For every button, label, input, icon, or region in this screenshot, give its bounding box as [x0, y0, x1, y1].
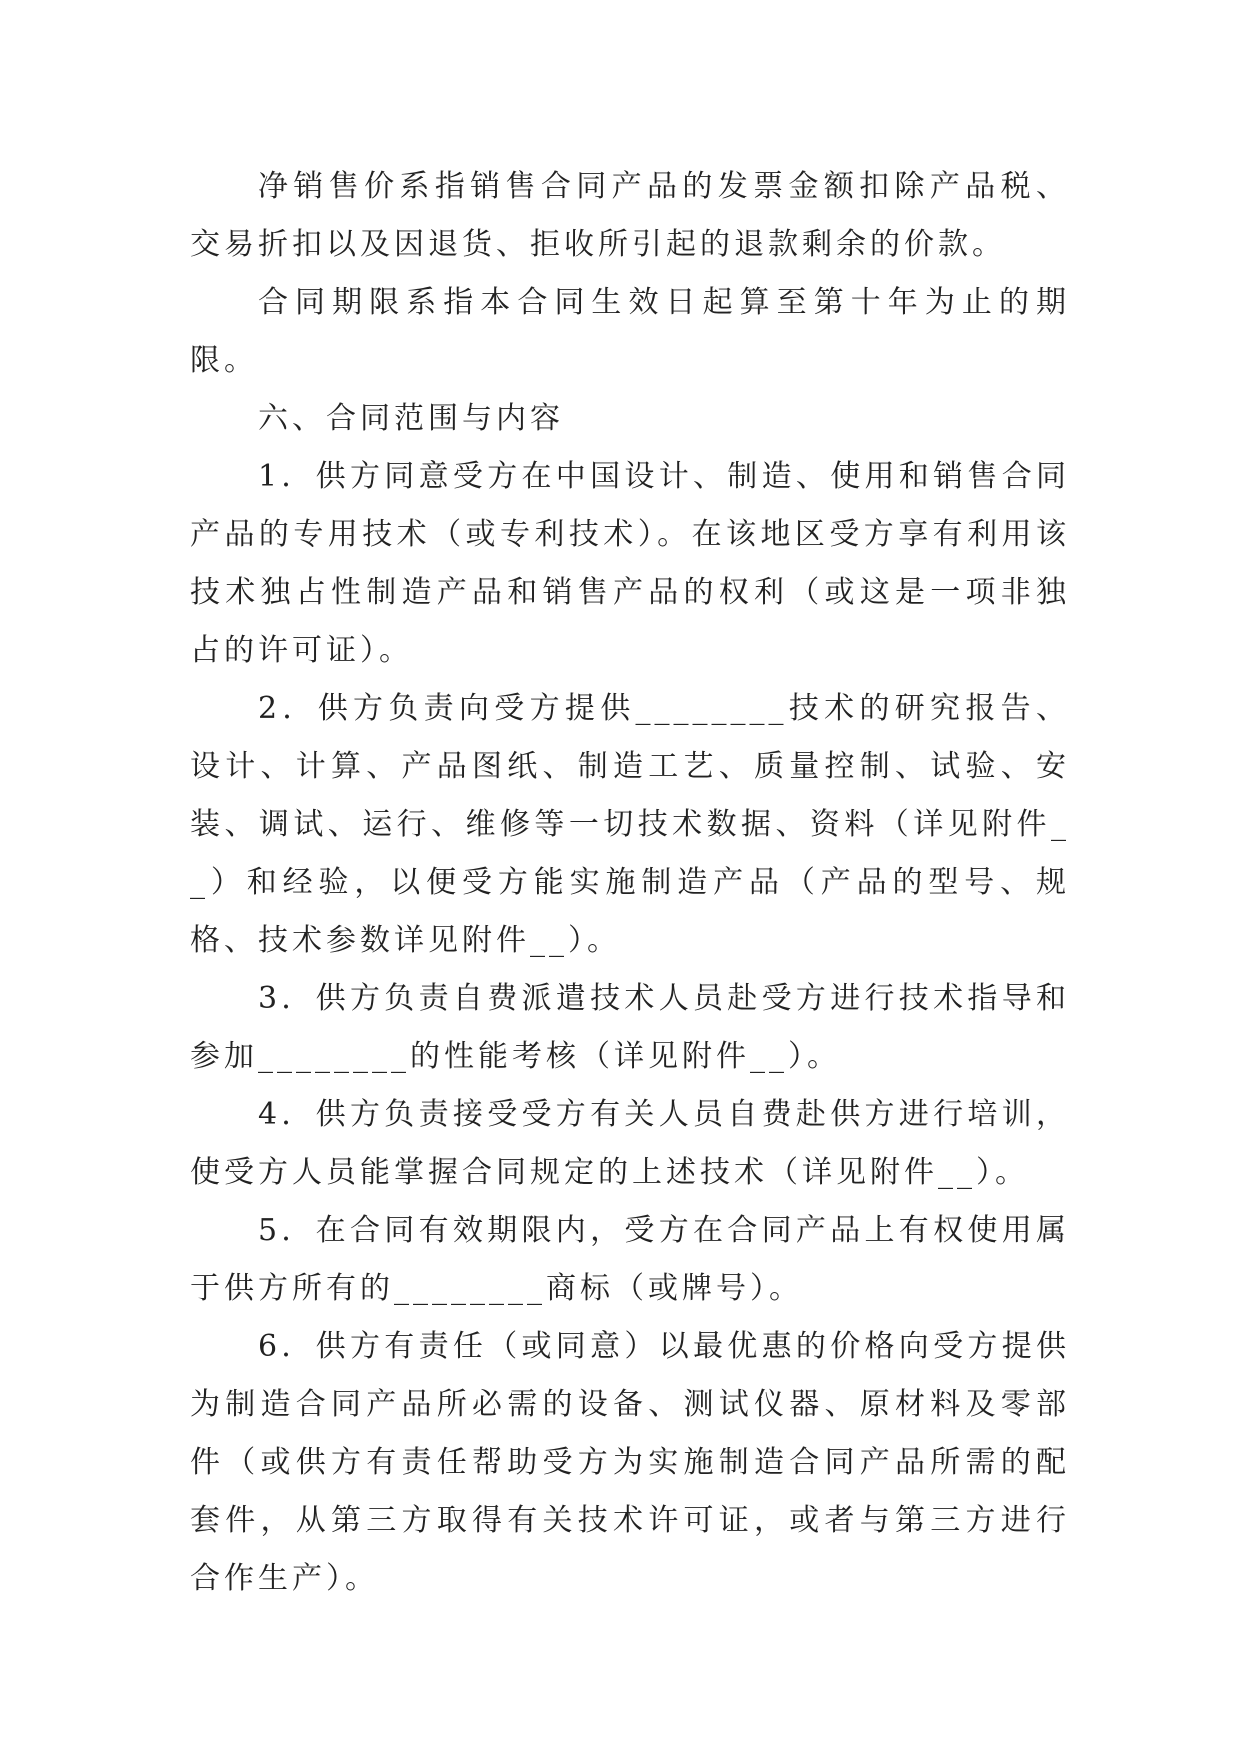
clause-5: 5．在合同有效期限内，受方在合同产品上有权使用属于供方所有的________商标（或牌号）。	[190, 1213, 1070, 1306]
clause-3: 3．供方负责自费派遣技术人员赴受方进行技术指导和参加________的性能考核（详见附件__）。	[190, 981, 1070, 1074]
clause-6: 6．供方有责任（或同意）以最优惠的价格向受方提供为制造合同产品所必需的设备、测试仪器、原材料及零部件（或供方有责任帮助受方为实施制造合同产品所需的配套件，从第三方取得有关技术许可证，或者与第三方进行合作生产）。	[190, 1329, 1070, 1596]
paragraph-contract-term: 合同期限系指本合同生效日起算至第十年为止的期限。	[190, 285, 1070, 378]
paragraph-net-sales-price: 净销售价系指销售合同产品的发票金额扣除产品税、交易折扣以及因退货、拒收所引起的退款剩余的价款。	[190, 169, 1070, 262]
clause-2: 2．供方负责向受方提供________技术的研究报告、设计、计算、产品图纸、制造工艺、质量控制、试验、安装、调试、运行、维修等一切技术数据、资料（详见附件__）和经验，以便受方能实施制造产品（产品的型号、规格、技术参数详见附件__）。	[190, 691, 1070, 958]
clause-1: 1．供方同意受方在中国设计、制造、使用和销售合同产品的专用技术（或专利技术）。在该地区受方享有利用该技术独占性制造产品和销售产品的权利（或这是一项非独占的许可证）。	[190, 459, 1070, 668]
section-heading-scope: 六、合同范围与内容	[258, 401, 564, 436]
clause-4: 4．供方负责接受受方有关人员自费赴供方进行培训，使受方人员能掌握合同规定的上述技术（详见附件__）。	[190, 1097, 1070, 1190]
document-body	[190, 158, 1070, 1608]
